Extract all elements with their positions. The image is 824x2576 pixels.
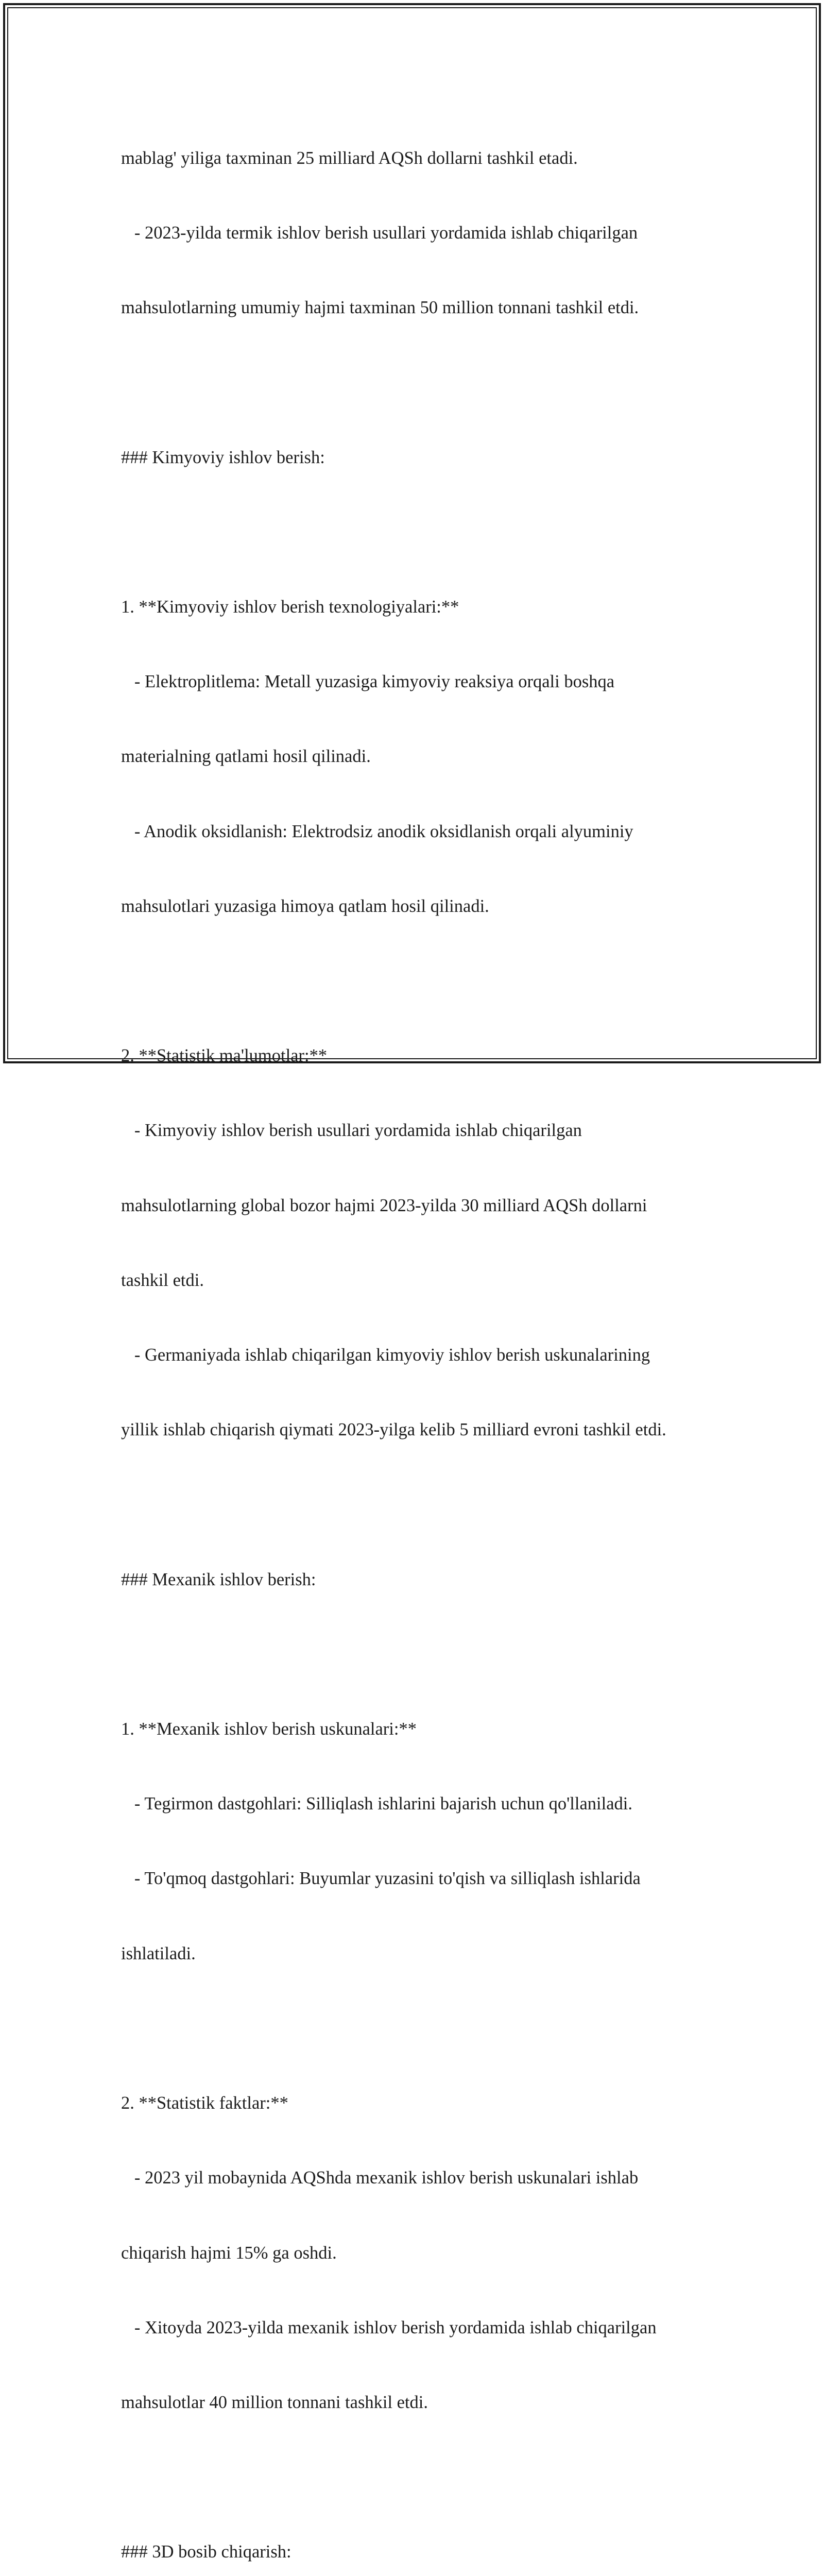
text-line: - Anodik oksidlanish: Elektrodsiz anodik oksidlanish orqali alyuminiy [121,821,633,841]
text-line: - Elektroplitlema: Metall yuzasiga kimyoviy reaksiya orqali boshqa [121,672,615,692]
text-line: ishlatiladi. [121,1943,196,1963]
list-item-heading: 1. **Kimyoviy ishlov berish texnologiyalari:** [121,597,459,617]
section-heading: ### Kimyoviy ishlov berish: [121,447,325,467]
text-line: mahsulotlarning umumiy hajmi taxminan 50 million tonnani tashkil etdi. [121,298,639,318]
section-heading: ### Mexanik ishlov berish: [121,1569,316,1589]
text-line: mahsulotlari yuzasiga himoya qatlam hosil qilinadi. [121,896,489,916]
text-line: - Germaniyada ishlab chiqarilgan kimyoviy ishlov berish uskunalarining [121,1345,650,1365]
blank-line [121,1492,739,1517]
document-body [121,96,739,2576]
list-item-heading: 2. **Statistik ma'lumotlar:** [121,1046,328,1066]
text-line: - Tegirmon dastgohlari: Silliqlash ishlarini bajarish uchun qo'llaniladi. [121,1794,632,1814]
text-line: chiqarish hajmi 15% ga oshdi. [121,2243,337,2263]
text-line: materialning qatlami hosil qilinadi. [121,747,371,767]
text-line: mablag' yiliga taxminan 25 milliard AQSh dollarni tashkil etadi. [121,148,578,168]
text-line: - Xitoyda 2023-yilda mexanik ishlov berish yordamida ishlab chiqarilgan [121,2317,657,2337]
section-heading: ### 3D bosib chiqarish: [121,2542,291,2562]
text-line: mahsulotlarning global bozor hajmi 2023-yilda 30 milliard AQSh dollarni [121,1195,647,1215]
blank-line [121,2465,739,2489]
blank-line [121,2016,739,2041]
text-line: - 2023-yilda termik ishlov berish usullari yordamida ishlab chiqarilgan [121,223,638,243]
text-line: tashkil etdi. [121,1270,204,1290]
blank-line [121,969,739,993]
text-line: - 2023 yil mobaynida AQShda mexanik ishlov berish uskunalari ishlab [121,2168,639,2188]
text-line: yillik ishlab chiqarish qiymati 2023-yilga kelib 5 milliard evroni tashkil etdi. [121,1420,666,1440]
text-line: - Kimyoviy ishlov berish usullari yordamida ishlab chiqarilgan [121,1121,582,1141]
text-line: - To'qmoq dastgohlari: Buyumlar yuzasini to'qish va silliqlash ishlarida [121,1869,641,1889]
blank-line [121,520,739,545]
list-item-heading: 2. **Statistik faktlar:** [121,2093,288,2113]
text-line: mahsulotlar 40 million tonnani tashkil etdi. [121,2392,428,2412]
blank-line [121,1642,739,1667]
list-item-heading: 1. **Mexanik ishlov berish uskunalari:** [121,1719,417,1739]
blank-line [121,370,739,395]
